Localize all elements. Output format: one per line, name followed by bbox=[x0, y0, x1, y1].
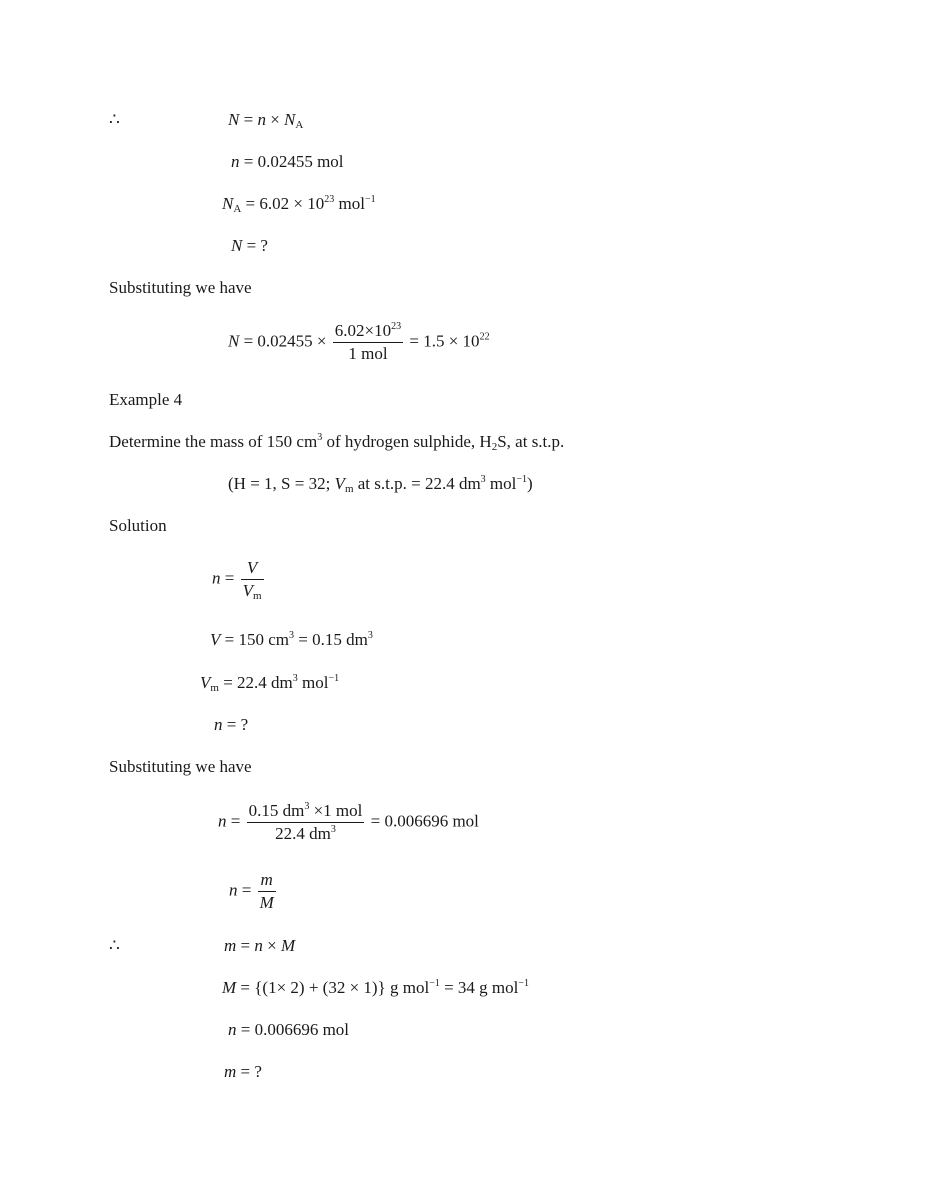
avogadro-line: $N_A = 6.02 \times 10^{23}$ mol$^{-1}$ bbox=[222, 194, 376, 215]
therefore-symbol: ∴ bbox=[109, 110, 120, 129]
fraction-1: $\frac{6.02\times 10^{23}}{\text{1 mol}}$ bbox=[334, 321, 402, 363]
N-unknown-line: N = ? bbox=[231, 236, 268, 255]
n-unknown-line: n = ? bbox=[214, 715, 249, 734]
n-value-line-2: n = 0.006696 mol bbox=[228, 1020, 350, 1039]
fraction-2: $\frac{0.15 dm^3 \times 1 mol}{22.4 dm^3}$ bbox=[248, 801, 363, 843]
problem-statement: Determine the mass of 150 $cm^3$ of hydrogen sulphide, $H_2S$, at s.t.p. bbox=[109, 432, 565, 453]
fraction-m-M: $\frac{m}{M}$ bbox=[259, 870, 274, 912]
n-formula-volume: n = $\frac{V}{V_m}$ bbox=[212, 558, 262, 602]
m-equation: m = n × M bbox=[224, 936, 296, 955]
given-data: (H = 1, S = 32; $V_m$ at s.t.p. = 22.4 $dm^3$ mol$^{-1}$) bbox=[228, 474, 533, 495]
molar-mass-line: M = {(1× 2) + (32 × 1)} g mol$^{-1}$ = 34 g mol$^{-1}$ bbox=[222, 978, 530, 997]
m-unknown-line: m = ? bbox=[224, 1062, 262, 1081]
calculation-2: n = $\frac{0.15 dm^3 \times 1 mol}{22.4 dm^3}$ = 0.006696 mol bbox=[218, 801, 479, 843]
fraction-v-vm: $\frac{V}{V_m}$ bbox=[242, 558, 262, 602]
calculation-1: N = 0.02455 × $\frac{6.02\times 10^{23}}{\text{1 mol}}$ = $1.5 \times 10^{22}$ bbox=[228, 321, 490, 363]
example-heading: Example 4 bbox=[109, 390, 183, 409]
volume-line: V = 150 $cm^3 = 0.15$ $dm^3$ bbox=[210, 630, 373, 649]
n-formula-mass: n = $\frac{m}{M}$ bbox=[229, 870, 274, 912]
molar-volume-line: $V_m = 22.4$ $dm^3$ mol$^{-1}$ bbox=[200, 673, 340, 694]
solution-label: Solution bbox=[109, 516, 167, 535]
substituting-text-1: Substituting we have bbox=[109, 278, 252, 297]
n-value-line: n = 0.02455 mol bbox=[231, 152, 344, 171]
N-equation: $N = n \times N_A$ bbox=[228, 110, 304, 131]
substituting-text-2: Substituting we have bbox=[109, 757, 252, 776]
therefore-symbol-2: ∴ bbox=[109, 936, 120, 955]
